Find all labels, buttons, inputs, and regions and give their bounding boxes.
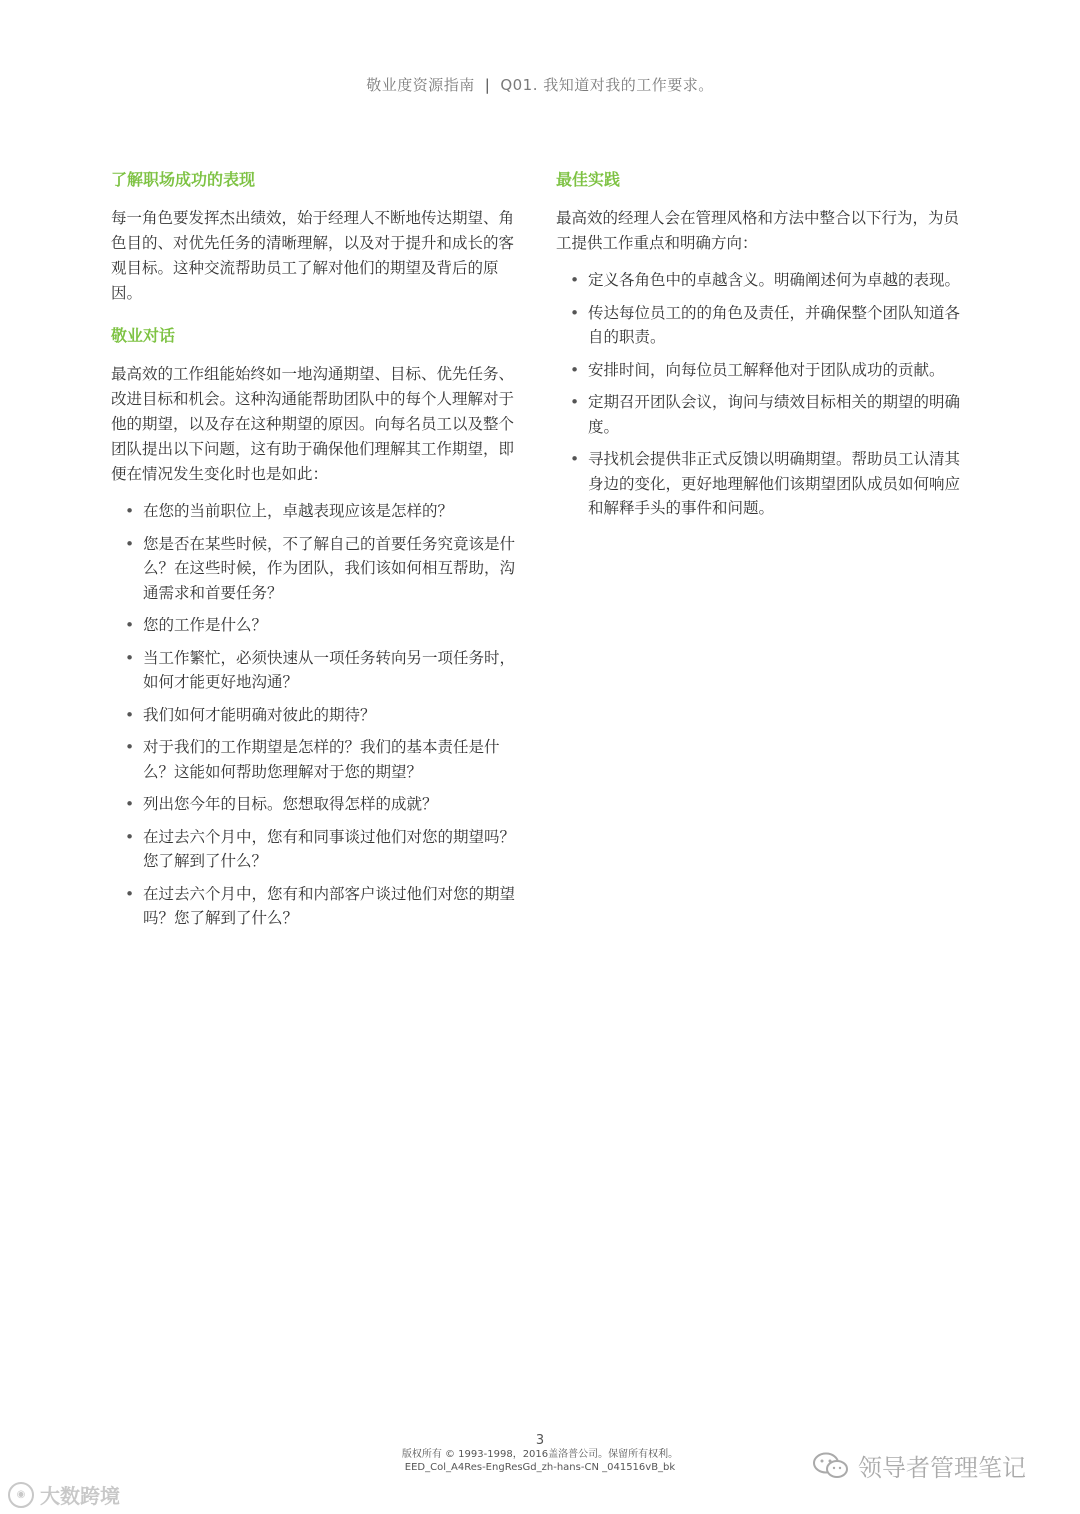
bullet-icon: •	[125, 648, 135, 667]
list-item: • 对于我们的工作期望是怎样的？我们的基本责任是什么？这能如何帮助您理解对于您的期望？	[111, 735, 529, 784]
wechat-icon	[812, 1451, 850, 1481]
section-heading-conversation: 敬业对话	[111, 326, 176, 345]
list-item: • 我们如何才能明确对彼此的期待？	[111, 703, 529, 728]
right-column	[556, 168, 968, 529]
guide-title: 敬业度资源指南	[366, 76, 475, 94]
list-item: • 安排时间，向每位员工解释他对于团队成功的贡献。	[556, 358, 968, 383]
list-item: • 在过去六个月中，您有和同事谈过他们对您的期望吗？您了解到了什么？	[111, 825, 529, 874]
bullet-icon: •	[125, 502, 135, 520]
list-item: • 在过去六个月中，您有和内部客户谈过他们对您的期望吗？您了解到了什么？	[111, 882, 529, 931]
list-item: • 当工作繁忙，必须快速从一项任务转向另一项任务时，如何才能更好地沟通？	[111, 646, 529, 695]
list-item: • 列出您今年的目标。您想取得怎样的成就？	[111, 792, 529, 817]
section-paragraph-success: 每一角色要发挥杰出绩效，始于经理人不断地传达期望、角色目的、对优先任务的清晰理解，以及对于提升和成长的客观目标。这种交流帮助员工了解对他们的期望及背后的原因。	[111, 209, 515, 302]
page-number: 3	[535, 1433, 545, 1448]
bullet-icon: •	[570, 360, 580, 379]
question-title: Q01. 我知道对我的工作要求。	[500, 76, 714, 94]
list-item: • 定义各角色中的卓越含义。明确阐述何为卓越的表现。	[556, 268, 968, 293]
left-column	[111, 168, 529, 939]
bullet-icon: •	[125, 705, 135, 724]
bullet-icon: •	[570, 271, 580, 289]
section-heading-best-practice: 最佳实践	[556, 170, 621, 189]
bullet-icon: •	[570, 393, 580, 411]
watermark-logo-icon: ◉	[8, 1482, 34, 1508]
question-list	[111, 499, 529, 931]
bullet-icon: •	[125, 738, 135, 756]
section-heading-success: 了解职场成功的表现	[111, 170, 256, 189]
watermark-right-text: 领导者管理笔记	[858, 1454, 1026, 1482]
section-paragraph-best-practice: 最高效的经理人会在管理风格和方法中整合以下行为，为员工提供工作重点和明确方向：	[556, 209, 960, 252]
list-item: • 寻找机会提供非正式反馈以明确期望。帮助员工认清其身边的变化，更好地理解他们该期望团队成员如何响应和解释手头的事件和问题。	[556, 447, 968, 521]
watermark-left	[8, 1480, 120, 1509]
list-item: • 定期召开团队会议，询问与绩效目标相关的期望的明确度。	[556, 390, 968, 439]
bullet-icon: •	[125, 534, 135, 553]
document-code: EED_Col_A4Res-EngResGd_zh-hans-CN _041516vB_bk	[404, 1462, 676, 1473]
bullet-icon: •	[570, 303, 580, 322]
bullet-icon: •	[125, 884, 135, 903]
copyright-text: 版权所有 © 1993-1998，2016盖洛普公司。保留所有权利。	[401, 1449, 679, 1460]
practice-list	[556, 268, 968, 521]
bullet-icon: •	[570, 450, 580, 468]
list-item: • 您的工作是什么？	[111, 613, 529, 638]
list-item: • 在您的当前职位上，卓越表现应该是怎样的？	[111, 499, 529, 524]
list-item: • 您是否在某些时候，不了解自己的首要任务究竟该是什么？在这些时候，作为团队，我们该如何相互帮助，沟通需求和首要任务？	[111, 532, 529, 606]
section-paragraph-conversation: 最高效的工作组能始终如一地沟通期望、目标、优先任务、改进目标和机会。这种沟通能帮助团队中的每个人理解对于他的期望，以及存在这种期望的原因。向每名员工以及整个团队提出以下问题，这有助于确保他们理解其工作期望，即便在情况发生变化时也是如此：	[111, 365, 515, 483]
bullet-icon: •	[125, 827, 135, 846]
header-separator: |	[484, 76, 491, 94]
list-item: • 传达每位员工的的角色及责任，并确保整个团队知道各自的职责。	[556, 301, 968, 350]
bullet-icon: •	[125, 616, 135, 634]
watermark-left-text: 大数跨境	[40, 1484, 120, 1508]
page-header	[0, 74, 1080, 95]
bullet-icon: •	[125, 795, 135, 813]
watermark-right	[812, 1448, 1026, 1483]
